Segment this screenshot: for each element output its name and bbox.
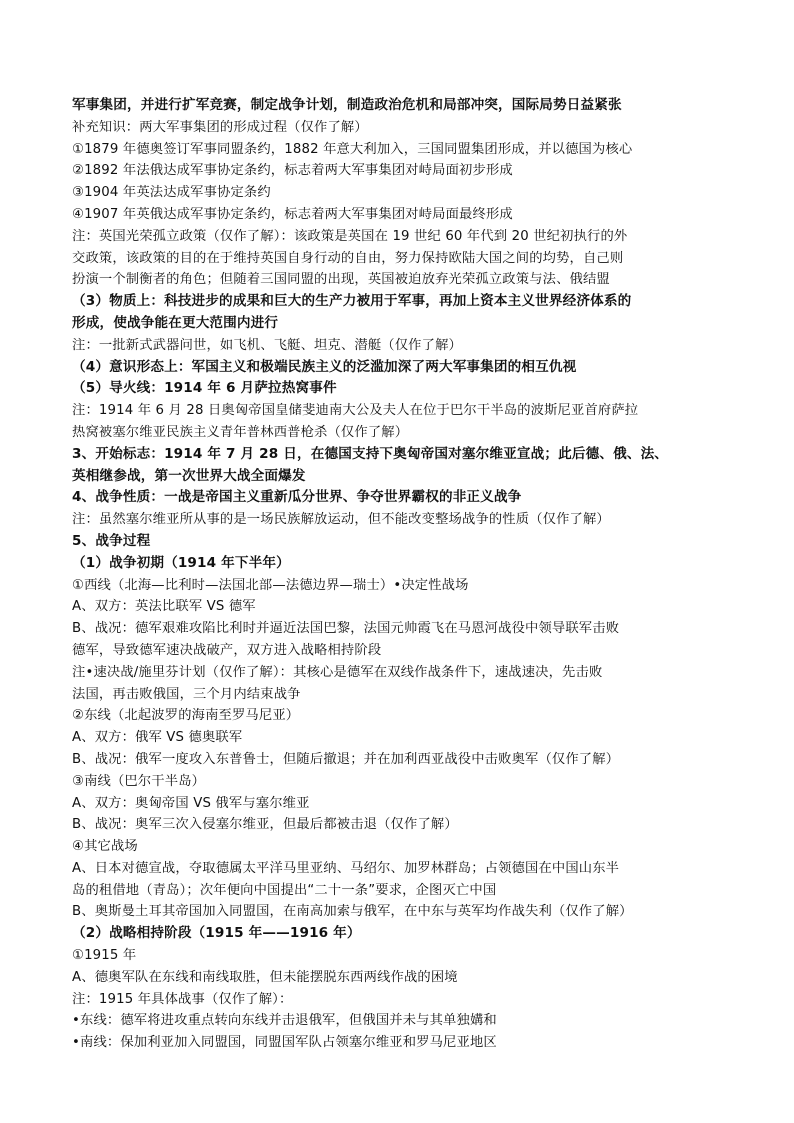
heading-line: 英相继参战，第一次世界大战全面爆发: [72, 467, 306, 484]
heading-line: 军事集团，并进行扩军竞赛，制定战争计划，制造政治危机和局部冲突，国际局势日益紧张: [72, 97, 622, 113]
text-line: 补充知识：两大军事集团的形成过程（仅作了解）: [72, 119, 368, 135]
text-line: ②东线（北起波罗的海南至罗马尼亚）: [72, 708, 300, 724]
text-line: A、德奥军队在东线和南线取胜，但未能摆脱东西两线作战的困境: [72, 969, 458, 985]
text-line: ③1904 年英法达成军事协定条约: [72, 185, 271, 201]
text-line: A、日本对德宣战，夺取德属太平洋马里亚纳、马绍尔、加罗林群岛；占领德国在中国山东半: [72, 860, 620, 876]
text-line: ①西线（北海—比利时—法国北部—法德边界—瑞士）•决定性战场: [72, 577, 469, 593]
heading-line: 3、开始标志：1914 年 7 月 28 日，在德国支持下奥匈帝国对塞尔维亚宣战；此后德、俄、法、: [72, 445, 669, 462]
heading-line: （4）意识形态上：军国主义和极端民族主义的泛滥加深了两大军事集团的相互仇视: [72, 358, 577, 375]
text-line: ③南线（巴尔干半岛）: [72, 773, 206, 789]
text-line: B、战况：奥军三次入侵塞尔维亚，但最后都被击退（仅作了解）: [72, 817, 458, 833]
text-line: 注：一批新式武器问世，如飞机、飞艇、坦克、潜艇（仅作了解）: [72, 337, 462, 353]
text-line: ①1879 年德奥签订军事同盟条约，1882 年意大利加入，三国同盟集团形成，并以德国为核心: [72, 141, 633, 157]
heading-line: （5）导火线：1914 年 6 月萨拉热窝事件: [72, 380, 337, 397]
text-line: 交政策，该政策的目的在于维持英国自身行动的自由，努力保持欧陆大国之间的均势，自己则: [72, 250, 624, 266]
text-line: •南线：保加利亚加入同盟国，同盟国军队占领塞尔维亚和罗马尼亚地区: [72, 1035, 497, 1051]
text-line: ④其它战场: [72, 839, 138, 855]
text-line: 注•速决战/施里芬计划（仅作了解）：其核心是德军在双线作战条件下，速战速决，先击败: [72, 664, 603, 680]
heading-line: 5、战争过程: [72, 532, 151, 549]
heading-line: （2）战略相持阶段（1915 年——1916 年）: [72, 925, 361, 942]
text-line: 热窝被塞尔维亚民族主义青年普林西普枪杀（仅作了解）: [72, 424, 409, 440]
text-line: B、奥斯曼土耳其帝国加入同盟国，在南高加索与俄军，在中东与英军均作战失利（仅作了解）: [72, 904, 633, 920]
text-line: 法国，再击败俄国，三个月内结束战争: [72, 686, 301, 702]
heading-line: （1）战争初期（1914 年下半年）: [72, 554, 290, 571]
text-line: ①1915 年: [72, 948, 137, 964]
text-line: ②1892 年法俄达成军事协定条约，标志着两大军事集团对峙局面初步形成: [72, 163, 513, 179]
text-line: A、双方：奥匈帝国 VS 俄军与塞尔维亚: [72, 795, 310, 811]
text-line: 注：1915 年具体战事（仅作了解）：: [72, 991, 293, 1007]
heading-line: 4、战争性质：一战是帝国主义重新瓜分世界、争夺世界霸权的非正义战争: [72, 489, 522, 506]
text-line: 德军，导致德军速决战破产，双方进入战略相持阶段: [72, 642, 382, 658]
document-body: [72, 95, 732, 1054]
heading-line: （3）物质上：科技进步的成果和巨大的生产力被用于军事，再加上资本主义世界经济体系的: [72, 293, 632, 310]
text-line: 岛的租借地（青岛）；次年便向中国提出“二十一条”要求，企图灭亡中国: [72, 882, 497, 898]
heading-line: 形成，使战争能在更大范围内进行: [72, 314, 279, 331]
text-line: ④1907 年英俄达成军事协定条约，标志着两大军事集团对峙局面最终形成: [72, 206, 513, 222]
text-line: •东线：德军将进攻重点转向东线并击退俄军，但俄国并未与其单独媾和: [72, 1013, 497, 1029]
text-line: A、双方：俄军 VS 德奥联军: [72, 730, 243, 746]
text-line: 注：虽然塞尔维亚所从事的是一场民族解放运动，但不能改变整场战争的性质（仅作了解）: [72, 512, 610, 528]
text-line: 扮演一个制衡者的角色；但随着三国同盟的出现，英国被迫放弃光荣孤立政策与法、俄结盟: [72, 272, 610, 288]
text-line: B、战况：德军艰难攻陷比利时并逼近法国巴黎，法国元帅霞飞在马恩河战役中领导联军击败: [72, 621, 620, 637]
text-line: 注：1914 年 6 月 28 日奥匈帝国皇储斐迪南大公及夫人在位于巴尔干半岛的波斯尼亚首府萨拉: [72, 403, 639, 419]
text-line: A、双方：英法比联军 VS 德军: [72, 599, 256, 615]
text-line: B、战况：俄军一度攻入东普鲁士，但随后撤退；并在加利西亚战役中击败奥军（仅作了解）: [72, 751, 620, 767]
text-line: 注：英国光荣孤立政策（仅作了解）：该政策是英国在 19 世纪 60 年代到 20 世纪初执行的外: [72, 228, 628, 244]
